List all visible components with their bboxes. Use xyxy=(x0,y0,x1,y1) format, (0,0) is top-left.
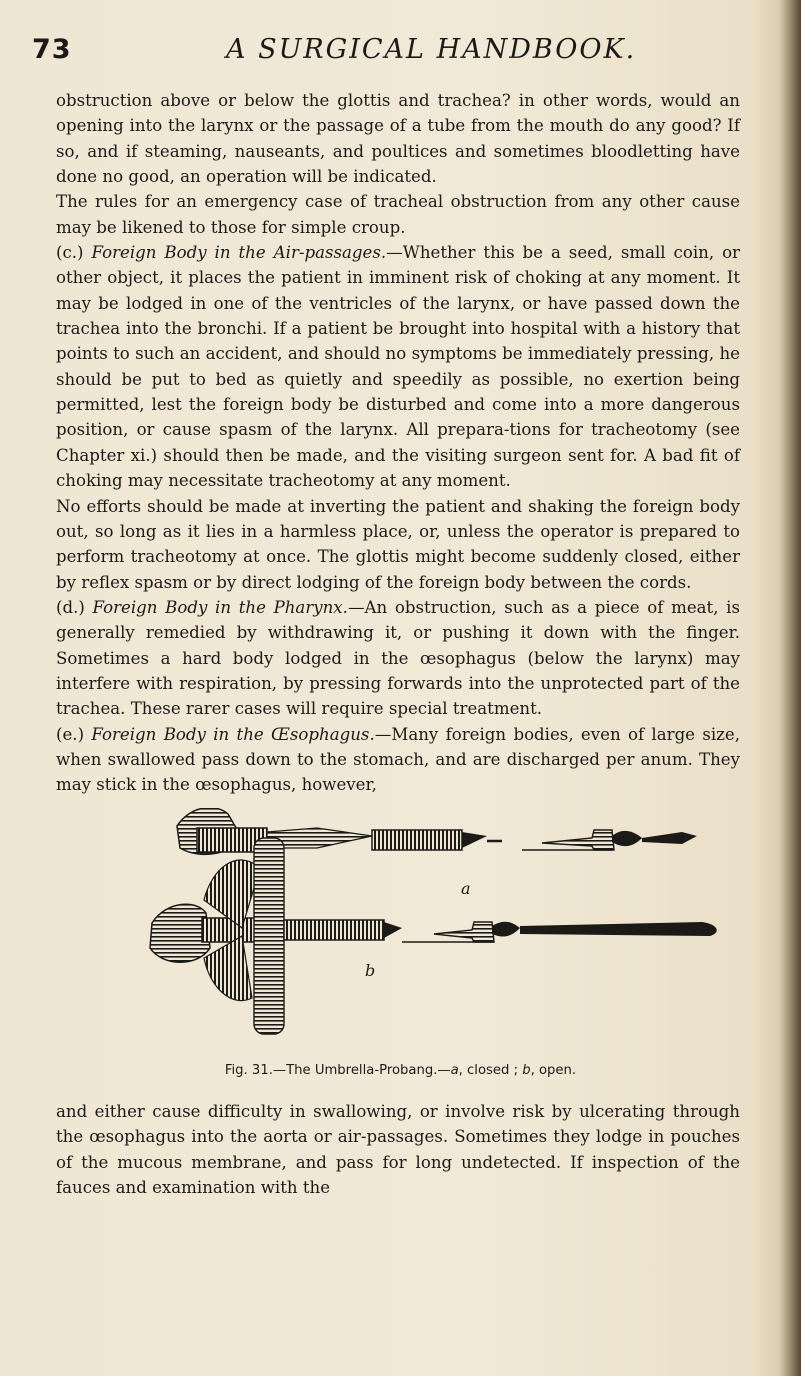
section-heading-e: Foreign Body in the Œsophagus. xyxy=(91,724,375,744)
probang-open xyxy=(150,838,717,1034)
probang-illustration xyxy=(142,808,742,1058)
section-text-c: —Whether this be a seed, small coin, or other object, it places the patient in imminent risk of choking at any moment. It may be lodged in one of the ventricles of the larynx, or have passed down the trachea into the bronchi. If a patient be brought into hospital with a history that points to such an accident, and should no symptoms be immediately pressing, he should be put to bed as quietly and speedily as possible, no exertion being permitted, lest the foreign body be disturbed and come into a more dangerous position, or cause spasm of the larynx. All prepara-tions for tracheotomy (see Chapter xi.) should then be made, and the visiting surgeon sent for. A bad fit of choking may necessitate tracheotomy at any moment. xyxy=(56,243,740,491)
caption-prefix: Fig. 31.—The Umbrella-Probang.— xyxy=(224,1063,451,1078)
running-header xyxy=(32,34,772,78)
paragraph-e xyxy=(56,722,740,798)
running-title: A SURGICAL HANDBOOK. xyxy=(226,34,637,65)
section-heading-d: Foreign Body in the Pharynx. xyxy=(92,597,348,617)
paragraph-4: No efforts should be made at inverting the patient and shaking the foreign body out, so long as it lies in a harmless place, or, unless the operator is prepared to perform tracheotomy at once. The glottis might become suddenly closed, either by reflex spasm or by direct lodging of the foreign body between the cords. xyxy=(56,496,740,592)
body-text-lower xyxy=(56,1099,740,1200)
caption-mid: , closed ; xyxy=(458,1063,523,1078)
section-label-e: (e.) xyxy=(56,724,92,744)
paragraph-2-text: The rules for an emergency case of tracheal obstruction from any other cause may be likened to those for simple croup. xyxy=(56,192,740,237)
section-heading-c: Foreign Body in the Air-passages. xyxy=(91,243,387,263)
section-label-d: (d.) xyxy=(56,597,93,617)
paragraph-1: obstruction above or below the glottis and trachea? in other words, would an opening into the larynx or the passage of a tube from the mouth do any good? If so, and if steaming, nauseants, and poultices and sometimes bloodletting have done no good, an operation will be indicated. xyxy=(56,91,740,187)
caption-a: a xyxy=(450,1063,459,1078)
paragraph-d xyxy=(56,595,740,722)
body-text-upper xyxy=(56,88,740,798)
page-edge-shadow xyxy=(779,0,801,1376)
paragraph-7: and either cause difficulty in swallowing, or involve risk by ulcerating through the œsophagus into the aorta or air-passages. Sometimes they lodge in pouches of the mucous membrane, and pass for long undetected. If inspection of the fauces and examination with the xyxy=(56,1102,740,1198)
page-number: 73 xyxy=(32,34,72,65)
section-label-c: (c.) xyxy=(56,243,92,263)
paragraph-c xyxy=(56,240,740,493)
paragraph-2 xyxy=(56,189,740,240)
figure-label-b: b xyxy=(365,961,376,980)
figure-caption xyxy=(0,1063,801,1078)
caption-b: b xyxy=(522,1063,531,1078)
caption-suffix: , open. xyxy=(530,1063,577,1078)
section-text-e: —Many foreign bodies, even of large size, when swallowed pass down to the stomach, and are discharged per anum. They may stick in the œsophagus, however, xyxy=(56,724,741,795)
figure-label-a: a xyxy=(461,879,471,898)
section-text-d: —An obstruction, such as a piece of meat, is generally remedied by withdrawing it, or pushing it down with the finger. Sometimes a hard body lodged in the œsophagus (below the larynx) may interfere with respiration, by pressing forwards into the unprotected part of the trachea. These rarer cases will require special treatment. xyxy=(56,597,740,719)
figure-umbrella-probang xyxy=(142,808,742,1058)
